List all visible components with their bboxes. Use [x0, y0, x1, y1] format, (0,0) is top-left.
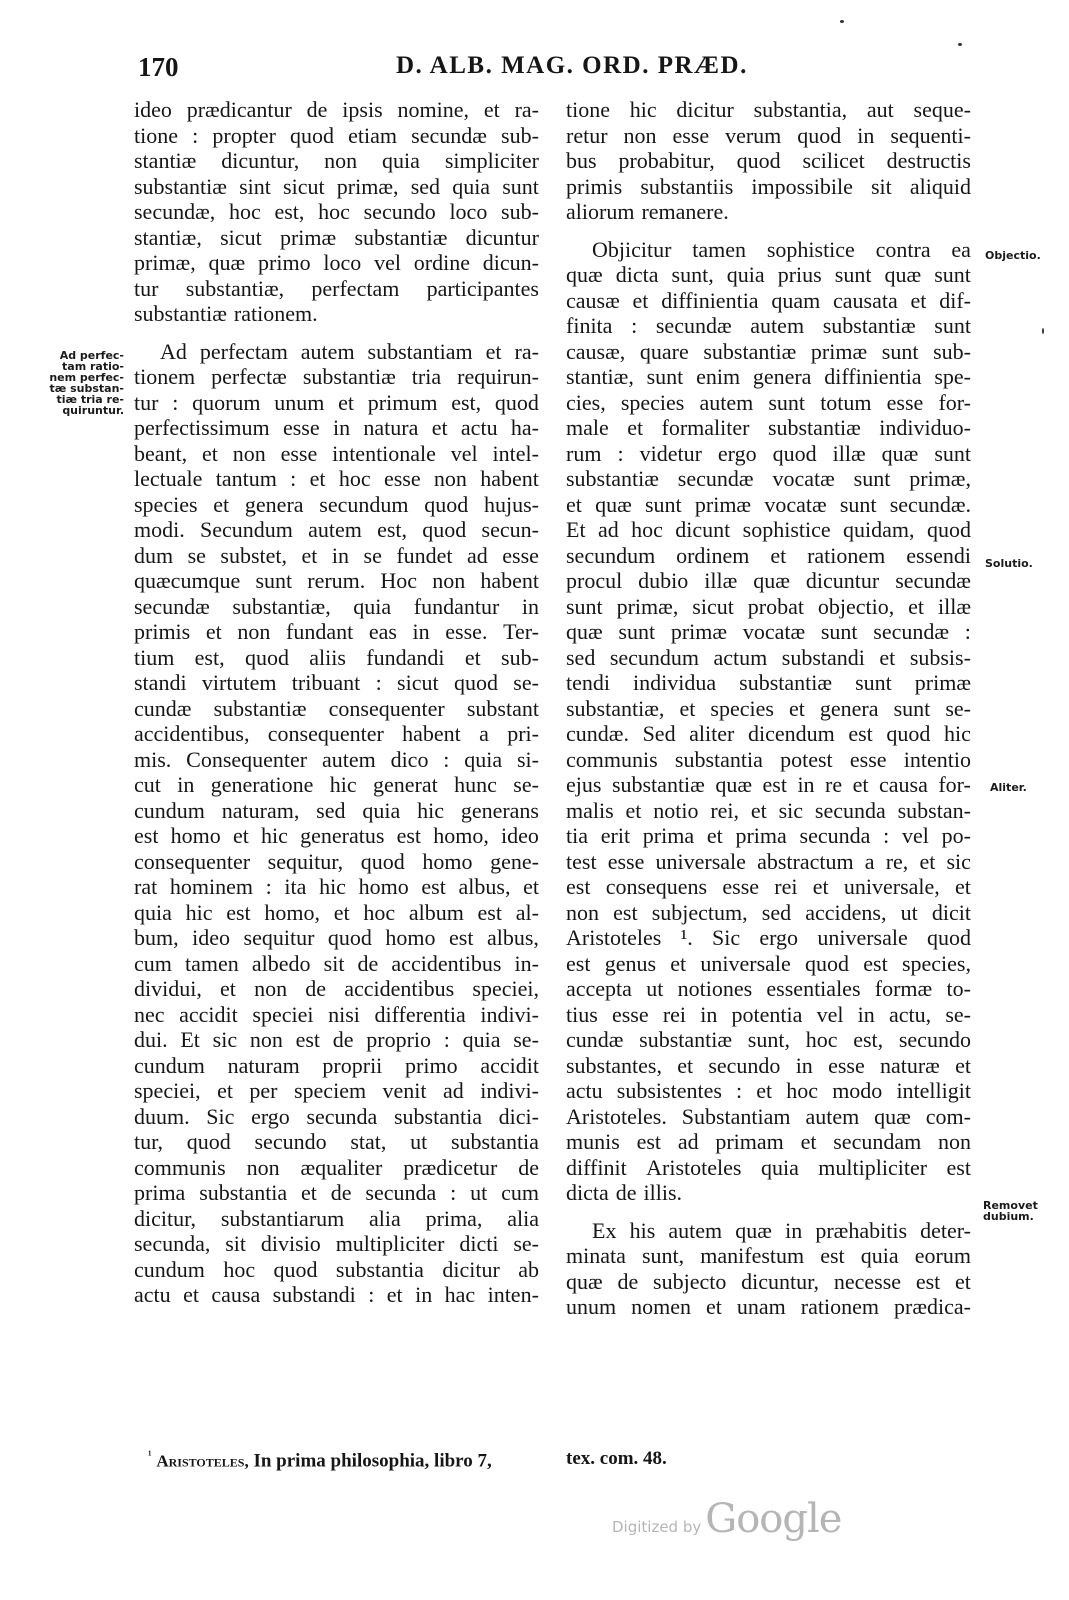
text-line: tur, quod secundo stat, ut substantia	[134, 1129, 539, 1154]
text-line: cundæ. Sed aliter dicendum est quod hic	[566, 721, 971, 746]
text-line: bus probabitur, quod scilicet destructis	[566, 148, 971, 173]
text-line: retur non esse verum quod in sequenti-	[566, 122, 971, 148]
text-line: species et genera secundum quod hujus-	[134, 491, 539, 517]
text-line: beant, et non esse intentionale vel intel-	[134, 440, 539, 466]
text-line: communis substantia potest esse intentio	[566, 746, 971, 772]
paragraph-gap	[566, 225, 971, 237]
footnote-mark: ¹	[148, 1448, 152, 1462]
text-line: munis est ad primam et secundam non	[566, 1129, 971, 1154]
margin-note-aliter: Aliter.	[990, 781, 1027, 794]
text-line: standi virtutem tribuant : sicut quod se-	[134, 670, 539, 695]
text-line: cundum naturam, sed quia hic generans	[134, 797, 539, 823]
text-line: est consequens esse rei et universale, et	[566, 874, 971, 899]
text-line: tius esse rei in potentia vel in actu, se-	[566, 1001, 971, 1027]
text-line: non est subjectum, sed accidens, ut dicit	[566, 899, 971, 925]
text-line: tendi individua substantiæ sunt primæ	[566, 670, 971, 695]
text-line: quæ sunt primæ vocatæ sunt secundæ :	[566, 619, 971, 644]
text-line: mis. Consequenter autem dico : quia si-	[134, 746, 539, 772]
text-line: actu et causa substandi : et in hac inten-	[134, 1282, 539, 1307]
text-line: minata sunt, manifestum est quia eorum	[566, 1243, 971, 1268]
text-line: tium est, quod aliis fundandi et sub-	[134, 644, 539, 670]
margin-note-line: dubium.	[983, 1210, 1034, 1223]
text-line: primis et non fundant eas in esse. Ter-	[134, 619, 539, 644]
margin-note-line: Ad perfec-	[59, 349, 124, 362]
scan-speck	[958, 43, 962, 46]
text-line: rum : videtur ergo quod illæ quæ sunt	[566, 440, 971, 466]
text-line: test esse universale abstractum a re, et sic	[566, 848, 971, 874]
scan-speck	[1042, 328, 1044, 334]
text-line: quia hic est homo, et hoc album est al-	[134, 899, 539, 925]
text-line: finita : secundæ autem substantiæ sunt	[566, 313, 971, 338]
text-line: secundum ordinem et rationem essendi	[566, 542, 971, 568]
text-line: cundum naturam proprii primo accidit	[134, 1052, 539, 1078]
text-line: cut in generatione hic generat hunc se-	[134, 772, 539, 797]
margin-note-line: tam ratio-	[62, 360, 124, 373]
text-line: quæ dicta sunt, quia prius sunt quæ sunt	[566, 262, 971, 287]
margin-note-solutio: Solutio.	[985, 557, 1033, 570]
text-line: substantes, et secundo in esse naturæ et	[566, 1052, 971, 1078]
text-line: substantiæ sint sicut primæ, sed quia sunt	[134, 173, 539, 199]
margin-note-line: tæ substan-	[49, 382, 124, 395]
margin-note-line: Removet	[983, 1199, 1038, 1212]
text-line: bum, ideo sequitur quod homo est albus,	[134, 925, 539, 950]
text-line: substantiæ, et species et genera sunt se-	[566, 695, 971, 721]
text-line: ejus substantiæ quæ est in re et causa for-	[566, 772, 971, 797]
text-line: sed secundum actum substandi et subsis-	[566, 644, 971, 670]
text-line: malis et notio rei, et sic secunda substan-	[566, 797, 971, 823]
text-line: est genus et universale quod est species,	[566, 950, 971, 976]
text-line: communis non æqualiter prædicetur de	[134, 1154, 539, 1180]
text-line: dividui, et non de accidentibus speciei,	[134, 976, 539, 1001]
text-line: prima substantia et de secunda : ut cum	[134, 1180, 539, 1205]
text-line: Ad perfectam autem substantiam et ra-	[160, 338, 539, 364]
text-line: duum. Sic ergo secunda substantia dici-	[134, 1103, 539, 1129]
text-line: Ex his autem quæ in præhabitis deter-	[592, 1217, 971, 1243]
text-line: Objicitur tamen sophistice contra ea	[592, 236, 971, 262]
text-line: sunt primæ, sicut probat objectio, et illæ	[566, 593, 971, 619]
digitized-watermark	[612, 1496, 841, 1542]
text-line: perfectissimum esse in natura et actu ha-	[134, 415, 539, 440]
text-line: accidentibus, consequenter habent a pri-	[134, 721, 539, 746]
text-line: substantiæ rationem.	[134, 301, 318, 326]
text-line: stantiæ, sicut primæ substantiæ dicuntur	[134, 224, 539, 250]
text-line: stantiæ, sunt enim genera diffinientia spe-	[566, 364, 971, 389]
text-line: tur : quorum unum et primum est, quod	[134, 389, 539, 415]
text-line: tur substantiæ, perfectam participantes	[134, 275, 539, 301]
text-line: quæ de subjecto dicuntur, necesse est et	[566, 1268, 971, 1294]
text-line: stantiæ dicuntur, non quia simpliciter	[134, 148, 539, 173]
margin-note-line: quiruntur.	[62, 404, 124, 417]
footnote-continuation: tex. com. 48.	[566, 1448, 667, 1469]
text-line: speciei, et per speciem venit ad indivi-	[134, 1078, 539, 1103]
left-text-column	[134, 97, 539, 1308]
text-line: dicitur, substantiarum alia prima, alia	[134, 1205, 539, 1231]
text-line: dum se substet, et in se fundet ad esse	[134, 542, 539, 568]
text-line: tione hic dicitur substantia, aut seque-	[566, 97, 971, 122]
text-line: primæ, quæ primo loco vel ordine dicun-	[134, 250, 539, 275]
footnote-author: Aristoteles,	[156, 1451, 249, 1471]
text-line: cies, species autem sunt totum esse for-	[566, 389, 971, 415]
text-line: accepta ut notiones essentiales formæ to-	[566, 976, 971, 1001]
margin-note-ad-perfectam	[42, 350, 124, 416]
text-line: causæ, quare substantiæ primæ sunt sub-	[566, 338, 971, 364]
text-line: tionem perfectæ substantiæ tria requirun-	[134, 364, 539, 389]
page-header	[138, 50, 978, 90]
margin-note-line: nem perfec-	[49, 371, 124, 384]
text-line: cundæ substantiæ consequenter substant	[134, 695, 539, 721]
margin-note-objectio: Objectio.	[985, 249, 1041, 262]
right-text-column	[566, 97, 971, 1320]
text-line: et quæ sunt primæ vocatæ sunt secundæ.	[566, 491, 971, 517]
text-line: cum tamen albedo sit de accidentibus in-	[134, 950, 539, 976]
text-line: diffinit Aristoteles quia multipliciter est	[566, 1154, 971, 1180]
text-line: actu subsistentes : et hoc modo intelligit	[566, 1078, 971, 1103]
text-line: Et ad hoc dicunt sophistice quidam, quod	[566, 517, 971, 542]
scan-speck	[840, 20, 844, 23]
paragraph-gap	[134, 327, 539, 339]
running-head: D. ALB. MAG. ORD. PRÆD.	[396, 52, 748, 79]
margin-note-removet	[983, 1200, 1038, 1222]
text-line: cundum hoc quod substantia dicitur ab	[134, 1256, 539, 1282]
google-logo: Google	[705, 1496, 842, 1542]
footnote	[148, 1448, 492, 1472]
text-line: quæcumque sunt rerum. Hoc non habent	[134, 568, 539, 593]
paragraph-gap	[566, 1206, 971, 1218]
text-line: primis substantiis impossibile sit aliquid	[566, 173, 971, 199]
text-line: modi. Secundum autem est, quod secun-	[134, 517, 539, 542]
page-number: 170	[138, 52, 179, 82]
text-line: male et formaliter substantiæ individuo-	[566, 415, 971, 440]
footnote-text: In prima philosophia, libro 7,	[253, 1450, 492, 1472]
text-line: causæ et diffinientia quam causata et dif-	[566, 287, 971, 313]
text-line: secunda, sit divisio multipliciter dicti se-	[134, 1231, 539, 1256]
text-line: procul dubio illæ quæ dicuntur secundæ	[566, 568, 971, 593]
text-line: unum nomen et unam rationem prædica-	[566, 1294, 971, 1319]
text-line: secundæ substantiæ, quia fundantur in	[134, 593, 539, 619]
text-line: substantiæ secundæ vocatæ sunt primæ,	[566, 466, 971, 491]
text-line: ideo prædicantur de ipsis nomine, et ra-	[134, 97, 539, 122]
text-line: cundæ substantiæ sunt, hoc est, secundo	[566, 1027, 971, 1052]
watermark-prefix: Digitized by	[612, 1518, 702, 1536]
text-line: tia erit prima et prima secunda : vel po-	[566, 823, 971, 848]
text-line: nec accidit speciei nisi differentia indivi-	[134, 1001, 539, 1027]
text-line: dui. Et sic non est de proprio : quia se-	[134, 1027, 539, 1052]
margin-note-line: tiæ tria re-	[56, 393, 124, 406]
text-line: Aristoteles ¹. Sic ergo universale quod	[566, 925, 971, 950]
text-line: tione : propter quod etiam secundæ sub-	[134, 122, 539, 148]
text-line: secundæ, hoc est, hoc secundo loco sub-	[134, 199, 539, 224]
text-line: lectuale tantum : et hoc esse non habent	[134, 466, 539, 491]
text-line: rat hominem : ita hic homo est albus, et	[134, 874, 539, 899]
text-line: dicta de illis.	[566, 1180, 683, 1205]
text-line: est homo et hic generatus est homo, ideo	[134, 823, 539, 848]
text-line: consequenter sequitur, quod homo gene-	[134, 848, 539, 874]
text-line: aliorum remanere.	[566, 199, 729, 224]
text-line: Aristoteles. Substantiam autem quæ com-	[566, 1103, 971, 1129]
